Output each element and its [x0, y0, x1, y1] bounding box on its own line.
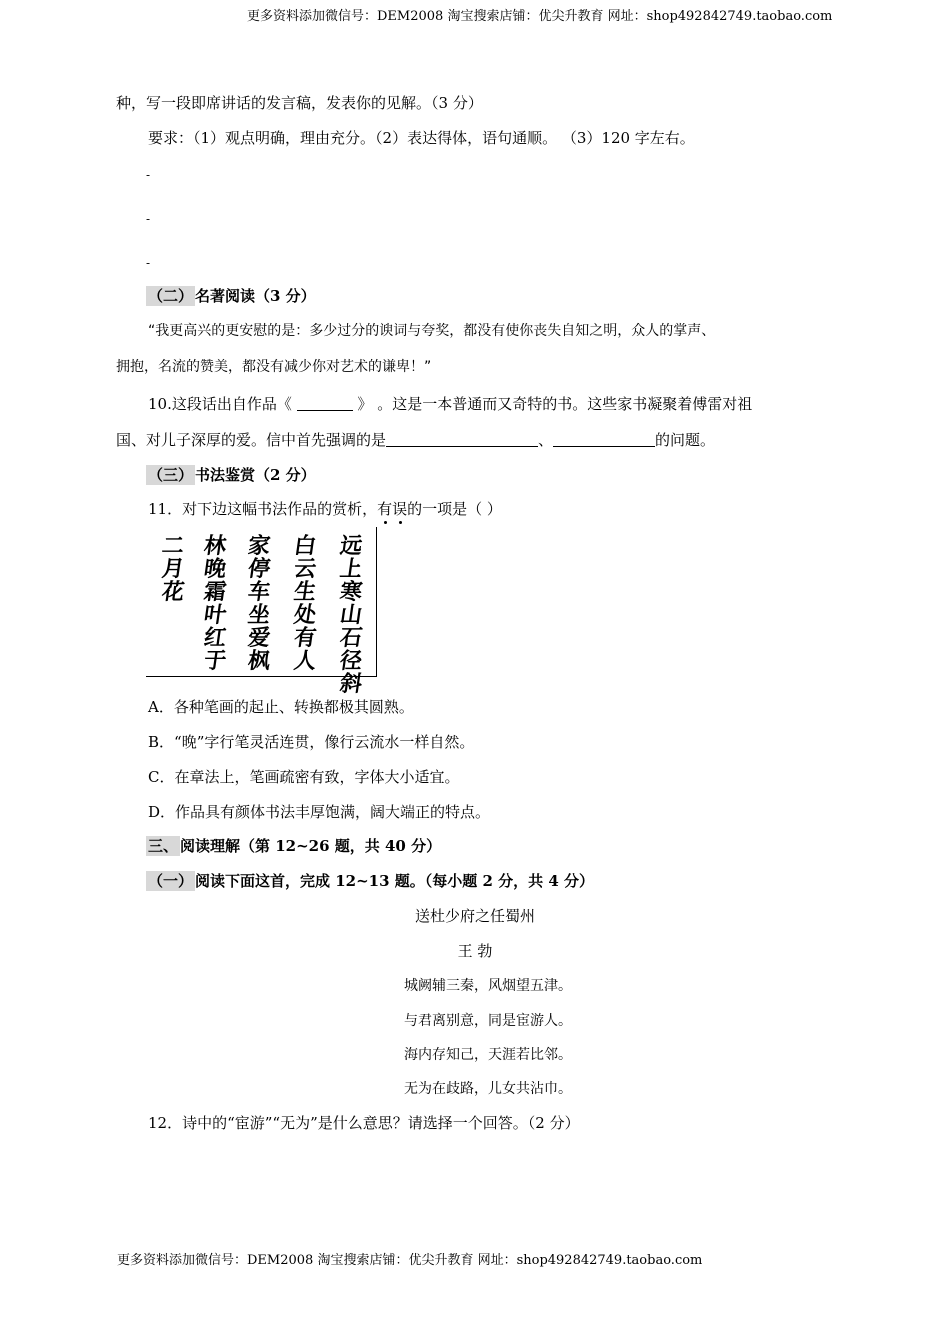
q9-requirements: 要求：（1）观点明确，理由充分。（2）表达得体，语句通顺。 （3）120 字左右。	[148, 129, 695, 147]
poem-line-2: 与君离别意，同是宦游人。	[404, 1013, 572, 1029]
section-2-heading	[146, 285, 316, 306]
part-3-label: 三、	[148, 837, 179, 855]
section-3-heading	[146, 464, 316, 485]
poem-title: 送杜少府之任蜀州	[414, 907, 535, 925]
page-header: 更多资料添加微信号：DEM2008 淘宝搜索店铺：优尖升教育 网址：shop492842749.taobao.com	[247, 9, 833, 24]
poem-line-3: 海内存知己，天涯若比邻。	[404, 1047, 572, 1063]
q10-line-2	[116, 429, 715, 450]
q12-stem: 12．诗中的“宦游”“无为”是什么意思？请选择一个回答。（2 分）	[148, 1114, 580, 1132]
section-3-title: 书法鉴赏（2 分）	[195, 466, 316, 484]
calligraphy-char: 石	[338, 625, 364, 651]
calligraphy-image	[146, 527, 377, 697]
q11-emph-2: 误	[392, 500, 408, 518]
calligraphy-column-5	[162, 535, 184, 604]
calligraphy-char: 远	[338, 533, 364, 559]
calligraphy-column-4	[204, 535, 226, 673]
quote-line-1: “我更高兴的更安慰的是：多少过分的谀词与夸奖，都没有使你丧失自知之明，众人的掌声、	[148, 323, 716, 339]
q10-blank-title[interactable]	[297, 395, 353, 411]
calligraphy-char: 林	[202, 533, 228, 559]
page-footer: 更多资料添加微信号：DEM2008 淘宝搜索店铺：优尖升教育 网址：shop492842749.taobao.com	[117, 1253, 703, 1268]
calligraphy-char: 红	[202, 625, 228, 651]
calligraphy-char: 山	[338, 602, 364, 628]
calligraphy-char: 云	[292, 556, 318, 582]
calligraphy-char: 寒	[338, 579, 364, 605]
q10-line2-a: 国、对儿子深厚的爱。信中首先强调的是	[116, 431, 387, 449]
calligraphy-char: 上	[338, 556, 364, 582]
q10-line2-b: 的问题。	[655, 431, 716, 449]
q10-text-a: 10.这段话出自作品《	[148, 395, 292, 413]
poem-line-1: 城阙辅三秦，风烟望五津。	[404, 978, 572, 994]
section-2-title: 名著阅读（3 分）	[195, 287, 316, 305]
q11-emph-1: 有	[377, 500, 393, 518]
q10-line-1	[148, 393, 752, 414]
part-3-sub-label: （一）	[148, 872, 194, 890]
q11-text-b: 的一项是（ ）	[407, 500, 502, 518]
q11-text-a: 11．对下边这幅书法作品的赏析，	[148, 500, 378, 518]
q11-stem	[148, 498, 502, 519]
calligraphy-char: 人	[292, 648, 318, 674]
section-2-label: （二）	[148, 287, 194, 305]
part-3-heading	[146, 835, 441, 856]
calligraphy-column-2	[294, 535, 316, 673]
calligraphy-char: 家	[246, 533, 272, 559]
answer-line-1: -	[146, 168, 151, 182]
calligraphy-char: 月	[160, 556, 186, 582]
option-a[interactable]: A．各种笔画的起止、转换都极其圆熟。	[148, 698, 414, 716]
calligraphy-char: 坐	[246, 602, 272, 628]
q10-text-b: 》 。这是一本普通而又奇特的书。这些家书凝聚着傅雷对祖	[357, 395, 753, 413]
option-d[interactable]: D．作品具有颜体书法丰厚饱满，阔大端正的特点。	[148, 803, 491, 821]
q9-line: 种，写一段即席讲话的发言稿，发表你的见解。（3 分）	[116, 94, 483, 112]
calligraphy-char: 枫	[246, 648, 272, 674]
calligraphy-char: 霜	[202, 579, 228, 605]
quote-line-2: 拥抱，名流的赞美，都没有减少你对艺术的谦卑！”	[116, 359, 432, 375]
q10-line2-sep: 、	[538, 431, 554, 449]
answer-line-3: -	[146, 256, 151, 270]
section-3-label: （三）	[148, 466, 194, 484]
calligraphy-char: 爱	[246, 625, 272, 651]
part-3-title: 阅读理解（第 12~26 题，共 40 分）	[180, 837, 442, 855]
option-c[interactable]: C．在章法上，笔画疏密有致，字体大小适宜。	[148, 768, 460, 786]
calligraphy-column-3	[248, 535, 270, 673]
calligraphy-column-1	[340, 535, 362, 696]
calligraphy-char: 生	[292, 579, 318, 605]
q10-blank-1[interactable]	[386, 431, 538, 447]
answer-line-2: -	[146, 212, 151, 226]
calligraphy-char: 二	[160, 533, 186, 559]
calligraphy-char: 于	[202, 648, 228, 674]
calligraphy-char: 斜	[338, 671, 364, 697]
calligraphy-char: 径	[338, 648, 364, 674]
calligraphy-char: 停	[246, 556, 272, 582]
calligraphy-char: 有	[292, 625, 318, 651]
part-3-sub-title: 阅读下面这首，完成 12~13 题。（每小题 2 分，共 4 分）	[195, 872, 595, 890]
q10-blank-2[interactable]	[553, 431, 655, 447]
calligraphy-char: 花	[160, 579, 186, 605]
calligraphy-char: 白	[292, 533, 318, 559]
poem-line-4: 无为在歧路，儿女共沾巾。	[404, 1081, 572, 1097]
calligraphy-char: 处	[292, 602, 318, 628]
poem-author: 王 勃	[457, 942, 493, 960]
part-3-sub-heading	[146, 870, 594, 891]
calligraphy-char: 晚	[202, 556, 228, 582]
calligraphy-char: 叶	[202, 602, 228, 628]
option-b[interactable]: B．“晚”字行笔灵活连贯，像行云流水一样自然。	[148, 733, 475, 751]
calligraphy-char: 车	[246, 579, 272, 605]
